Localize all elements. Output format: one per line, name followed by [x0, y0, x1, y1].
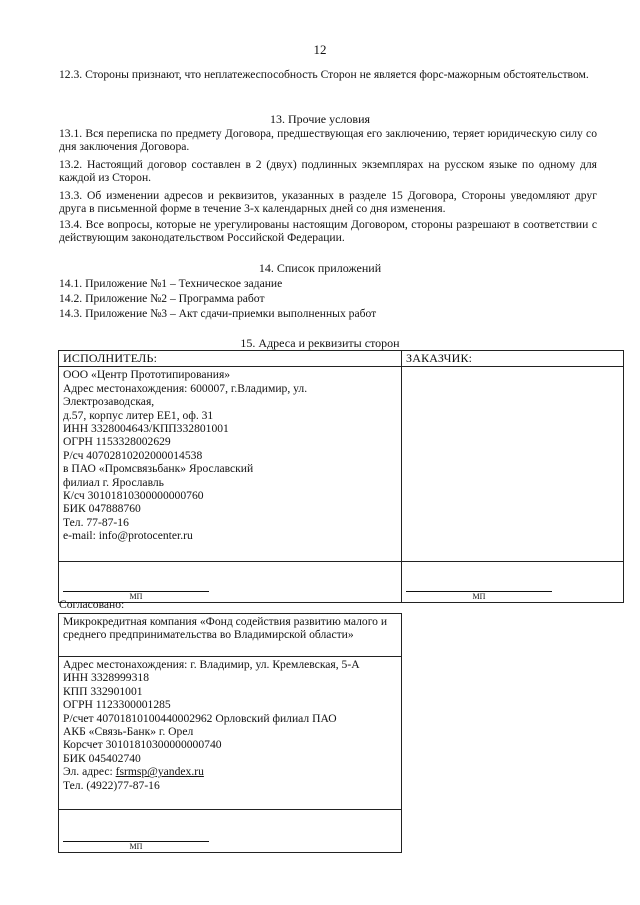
executor-stamp-label: МП: [129, 592, 143, 602]
fund-signature-cell: [59, 810, 402, 853]
executor-line: д.57, корпус литер ЕЕ1, оф. 31: [63, 408, 214, 422]
fund-line: АКБ «Связь-Банк» г. Орел: [63, 725, 194, 739]
fund-email-label: Эл. адрес:: [63, 765, 116, 779]
section-15-title: 15. Адреса и реквизиты сторон: [240, 336, 400, 350]
executor-line: в ПАО «Промсвязьбанк» Ярославский: [63, 462, 254, 476]
fund-line: БИК 045402740: [63, 751, 141, 765]
executor-line: Р/сч 40702810202000014538: [63, 448, 203, 462]
fund-phone: Тел. (4922)77-87-16: [63, 778, 160, 792]
fund-details: [59, 657, 402, 810]
clause-13-1: 13.1. Вся переписка по предмету Договора, предшествующая его заключению, теряет юридическую силу со дня заключения Договора.: [59, 127, 597, 154]
fund-line: Адрес местонахождения: г. Владимир, ул. Кремлевская, 5-А: [63, 658, 360, 671]
appendix-2: 14.2. Приложение №2 – Программа работ: [59, 292, 265, 305]
clause-13-2: 13.2. Настоящий договор составлен в 2 (двух) подлинных экземплярах на русском языке по одному для каждой из Сторон.: [59, 158, 597, 185]
executor-line: ИНН 3328004643/КПП332801001: [63, 422, 229, 436]
executor-signature-cell: [59, 562, 402, 603]
executor-header: ИСПОЛНИТЕЛЬ:: [59, 351, 402, 367]
page-number: 12: [313, 42, 327, 57]
executor-line: Адрес местонахождения: 600007, г.Владимир, ул.: [63, 381, 308, 395]
fund-email-link[interactable]: fsrmsp@yandex.ru: [115, 765, 204, 779]
fund-line: КПП 332901001: [63, 684, 143, 698]
executor-line: БИК 047888760: [63, 502, 141, 516]
appendix-1: 14.1. Приложение №1 – Техническое задание: [59, 277, 283, 290]
executor-line: ООО «Центр Прототипирования»: [63, 368, 231, 382]
executor-line: Электрозаводская,: [63, 395, 155, 409]
fund-stamp-label: МП: [129, 842, 143, 851]
executor-line: Тел. 77-87-16: [63, 515, 129, 529]
customer-signature-cell: [402, 562, 624, 603]
fund-email-line: [63, 765, 397, 778]
clause-12-3: 12.3. Стороны признают, что неплатежеспособность Сторон не является форс-мажорным обстоятельством.: [59, 68, 589, 81]
fund-name: Микрокредитная компания «Фонд содействия развитию малого и среднего предпринимательства во Владимирской области»: [59, 614, 402, 657]
agreed-label: Согласовано:: [59, 598, 125, 611]
clause-13-4: 13.4. Все вопросы, которые не урегулированы настоящим Договором, стороны разрешают в соответствии с действующим законодательством Российской Федерации.: [59, 218, 597, 245]
executor-line: филиал г. Ярославль: [63, 475, 164, 489]
fund-line: Корсчет 30101810300000000740: [63, 738, 222, 752]
executor-line: К/сч 30101810300000000760: [63, 489, 204, 503]
executor-details: [59, 367, 402, 562]
customer-details: [402, 367, 624, 562]
fund-line: ИНН 3328999318: [63, 671, 149, 685]
fund-line: Р/счет 40701810100440002962 Орловский филиал ПАО: [63, 711, 337, 725]
fund-line: ОГРН 1123300001285: [63, 698, 171, 712]
executor-line: ОГРН 1153328002629: [63, 435, 171, 449]
fund-table: [58, 613, 402, 853]
parties-table: [58, 350, 624, 603]
customer-stamp-label: МП: [472, 592, 486, 602]
customer-signature-line: [406, 577, 552, 592]
fund-signature-line: [63, 827, 209, 842]
customer-header: ЗАКАЗЧИК:: [402, 351, 624, 367]
executor-signature-line: [63, 577, 209, 592]
executor-line: e-mail: info@protocenter.ru: [63, 529, 193, 543]
section-13-title: 13. Прочие условия: [269, 112, 371, 126]
section-14-title: 14. Список приложений: [258, 261, 382, 275]
appendix-3: 14.3. Приложение №3 – Акт сдачи-приемки выполненных работ: [59, 307, 377, 320]
clause-13-3: 13.3. Об изменении адресов и реквизитов, указанных в разделе 15 Договора, Стороны уведомляют друг друга в письменной форме в течение 3-х календарных дней со дня изменения.: [59, 189, 597, 216]
